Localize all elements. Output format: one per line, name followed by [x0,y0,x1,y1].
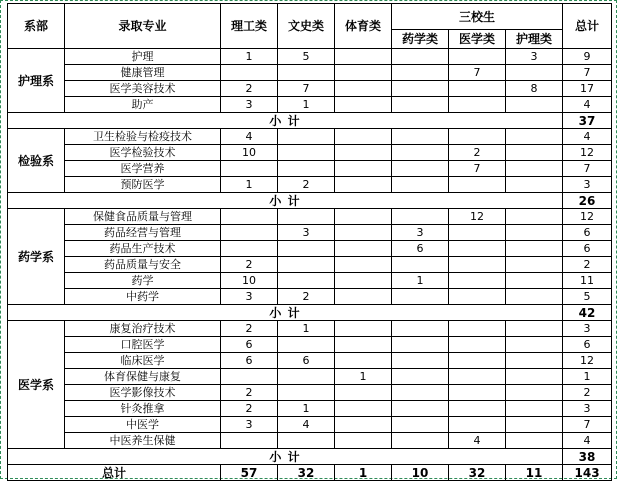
ligong-cell: 2 [221,81,278,97]
major-cell: 助产 [65,97,221,113]
tiyu-cell [335,209,392,225]
wenshi-cell: 7 [278,81,335,97]
major-cell: 药学 [65,273,221,289]
wenshi-cell [278,241,335,257]
major-cell: 药品生产技术 [65,241,221,257]
wenshi-cell: 2 [278,177,335,193]
table-row [8,273,612,289]
table-row [8,145,612,161]
header-wenshi: 文史类 [278,4,335,49]
huli-cell [506,273,563,289]
wenshi-cell [278,433,335,449]
huli-cell [506,433,563,449]
huli-cell [506,145,563,161]
table-row [8,257,612,273]
tiyu-cell: 1 [335,369,392,385]
yixue-cell [449,337,506,353]
yaoxue-cell [392,209,449,225]
tiyu-cell [335,177,392,193]
huli-cell [506,417,563,433]
yixue-cell [449,257,506,273]
ligong-cell [221,225,278,241]
header-major: 录取专业 [65,4,221,49]
yixue-cell [449,369,506,385]
header-row-1 [8,4,612,30]
table-row [8,97,612,113]
total-cell: 7 [563,65,612,81]
table-row [8,289,612,305]
major-cell: 康复治疗技术 [65,321,221,337]
grand-total-wenshi: 32 [278,465,335,481]
major-cell: 护理 [65,49,221,65]
huli-cell [506,401,563,417]
table-row [8,353,612,369]
ligong-cell [221,241,278,257]
header-ligong: 理工类 [221,4,278,49]
tiyu-cell [335,337,392,353]
total-cell: 3 [563,321,612,337]
wenshi-cell [278,209,335,225]
tiyu-cell [335,433,392,449]
grand-total-yaoxue: 10 [392,465,449,481]
table-row [8,321,612,337]
total-cell: 12 [563,145,612,161]
major-cell: 保健食品质量与管理 [65,209,221,225]
table-row [8,65,612,81]
total-cell: 7 [563,417,612,433]
yaoxue-cell [392,289,449,305]
wenshi-cell: 1 [278,321,335,337]
total-cell: 4 [563,433,612,449]
ligong-cell [221,161,278,177]
table-row [8,81,612,97]
grand-total-huli: 11 [506,465,563,481]
table-row [8,241,612,257]
yaoxue-cell: 1 [392,273,449,289]
yaoxue-cell: 6 [392,241,449,257]
major-cell: 药品经营与管理 [65,225,221,241]
total-cell: 2 [563,257,612,273]
table-row [8,49,612,65]
tiyu-cell [335,161,392,177]
grand-total-ligong: 57 [221,465,278,481]
wenshi-cell [278,129,335,145]
dept-name-cell: 医学系 [8,321,65,449]
yaoxue-cell [392,81,449,97]
huli-cell [506,385,563,401]
yaoxue-cell [392,145,449,161]
yixue-cell: 2 [449,145,506,161]
yaoxue-cell [392,369,449,385]
huli-cell: 8 [506,81,563,97]
yixue-cell [449,401,506,417]
tiyu-cell [335,353,392,369]
yixue-cell [449,353,506,369]
subtotal-label: 小 计 [8,113,563,129]
header-tiyu: 体育类 [335,4,392,49]
huli-cell [506,321,563,337]
yixue-cell [449,321,506,337]
huli-cell [506,369,563,385]
major-cell: 药品质量与安全 [65,257,221,273]
tiyu-cell [335,145,392,161]
yixue-cell [449,81,506,97]
ligong-cell: 2 [221,385,278,401]
huli-cell [506,65,563,81]
total-cell: 2 [563,385,612,401]
tiyu-cell [335,241,392,257]
subtotal-label: 小 计 [8,305,563,321]
yixue-cell [449,417,506,433]
major-cell: 医学影像技术 [65,385,221,401]
yaoxue-cell [392,385,449,401]
subtotal-row [8,113,612,129]
header-total: 总计 [563,4,612,49]
table-row [8,225,612,241]
subtotal-value: 26 [563,193,612,209]
total-cell: 12 [563,353,612,369]
yixue-cell [449,129,506,145]
yixue-cell: 4 [449,433,506,449]
yixue-cell [449,225,506,241]
ligong-cell [221,433,278,449]
total-cell: 4 [563,97,612,113]
grand-total-yixue: 32 [449,465,506,481]
yaoxue-cell [392,49,449,65]
yixue-cell [449,97,506,113]
yixue-cell [449,385,506,401]
header-sanxiao: 三校生 [392,4,563,30]
huli-cell [506,129,563,145]
yixue-cell [449,241,506,257]
dept-name-cell: 检验系 [8,129,65,193]
wenshi-cell [278,273,335,289]
subtotal-value: 37 [563,113,612,129]
huli-cell [506,209,563,225]
tiyu-cell [335,225,392,241]
total-cell: 9 [563,49,612,65]
wenshi-cell: 4 [278,417,335,433]
table-row [8,209,612,225]
huli-cell [506,257,563,273]
huli-cell [506,161,563,177]
total-cell: 4 [563,129,612,145]
huli-cell [506,241,563,257]
table-row [8,129,612,145]
huli-cell [506,177,563,193]
header-yixue: 医学类 [449,30,506,49]
ligong-cell [221,209,278,225]
total-cell: 6 [563,241,612,257]
yixue-cell [449,273,506,289]
major-cell: 预防医学 [65,177,221,193]
ligong-cell: 6 [221,353,278,369]
huli-cell: 3 [506,49,563,65]
tiyu-cell [335,273,392,289]
table-row [8,369,612,385]
total-cell: 1 [563,369,612,385]
table-row [8,401,612,417]
yaoxue-cell [392,337,449,353]
tiyu-cell [335,321,392,337]
wenshi-cell [278,257,335,273]
yixue-cell: 12 [449,209,506,225]
dept-name-cell: 药学系 [8,209,65,305]
subtotal-value: 42 [563,305,612,321]
ligong-cell [221,369,278,385]
yixue-cell: 7 [449,161,506,177]
wenshi-cell [278,337,335,353]
ligong-cell: 10 [221,273,278,289]
subtotal-label: 小 计 [8,449,563,465]
tiyu-cell [335,97,392,113]
yaoxue-cell [392,177,449,193]
yaoxue-cell [392,417,449,433]
ligong-cell: 6 [221,337,278,353]
ligong-cell: 3 [221,417,278,433]
wenshi-cell: 1 [278,97,335,113]
grand-total-value: 143 [563,465,612,481]
huli-cell [506,353,563,369]
total-cell: 5 [563,289,612,305]
subtotal-row [8,305,612,321]
grand-total-tiyu: 1 [335,465,392,481]
wenshi-cell [278,65,335,81]
header-yaoxue: 药学类 [392,30,449,49]
major-cell: 医学检验技术 [65,145,221,161]
yaoxue-cell [392,353,449,369]
total-cell: 11 [563,273,612,289]
total-cell: 6 [563,337,612,353]
major-cell: 中医学 [65,417,221,433]
yaoxue-cell [392,401,449,417]
major-cell: 中医养生保健 [65,433,221,449]
major-cell: 医学美容技术 [65,81,221,97]
wenshi-cell [278,369,335,385]
grand-total-row [8,465,612,481]
yixue-cell [449,177,506,193]
tiyu-cell [335,289,392,305]
subtotal-row [8,449,612,465]
enrollment-table [7,3,612,481]
subtotal-row [8,193,612,209]
total-cell: 12 [563,209,612,225]
ligong-cell: 1 [221,177,278,193]
yaoxue-cell [392,321,449,337]
major-cell: 健康管理 [65,65,221,81]
ligong-cell: 2 [221,321,278,337]
ligong-cell: 4 [221,129,278,145]
wenshi-cell [278,385,335,401]
table-row [8,417,612,433]
table-row [8,177,612,193]
wenshi-cell [278,145,335,161]
tiyu-cell [335,49,392,65]
tiyu-cell [335,81,392,97]
major-cell: 口腔医学 [65,337,221,353]
yaoxue-cell [392,257,449,273]
total-cell: 6 [563,225,612,241]
yaoxue-cell [392,161,449,177]
wenshi-cell: 3 [278,225,335,241]
wenshi-cell [278,161,335,177]
huli-cell [506,289,563,305]
major-cell: 医学营养 [65,161,221,177]
total-cell: 7 [563,161,612,177]
wenshi-cell: 5 [278,49,335,65]
ligong-cell: 3 [221,289,278,305]
major-cell: 中药学 [65,289,221,305]
ligong-cell [221,65,278,81]
yaoxue-cell [392,65,449,81]
wenshi-cell: 2 [278,289,335,305]
tiyu-cell [335,385,392,401]
yixue-cell [449,289,506,305]
ligong-cell: 1 [221,49,278,65]
ligong-cell: 2 [221,401,278,417]
tiyu-cell [335,257,392,273]
table-row [8,161,612,177]
ligong-cell: 10 [221,145,278,161]
subtotal-value: 38 [563,449,612,465]
tiyu-cell [335,65,392,81]
header-huli: 护理类 [506,30,563,49]
huli-cell [506,225,563,241]
ligong-cell: 2 [221,257,278,273]
yixue-cell [449,49,506,65]
tiyu-cell [335,417,392,433]
total-cell: 17 [563,81,612,97]
total-cell: 3 [563,177,612,193]
major-cell: 卫生检验与检疫技术 [65,129,221,145]
table-row [8,337,612,353]
huli-cell [506,97,563,113]
yaoxue-cell: 3 [392,225,449,241]
yixue-cell: 7 [449,65,506,81]
major-cell: 临床医学 [65,353,221,369]
major-cell: 体育保健与康复 [65,369,221,385]
tiyu-cell [335,129,392,145]
header-dept: 系部 [8,4,65,49]
dept-name-cell: 护理系 [8,49,65,113]
yaoxue-cell [392,97,449,113]
table-row [8,385,612,401]
subtotal-label: 小 计 [8,193,563,209]
wenshi-cell: 1 [278,401,335,417]
ligong-cell: 3 [221,97,278,113]
yaoxue-cell [392,433,449,449]
grand-total-label: 总计 [8,465,221,481]
table-row [8,433,612,449]
major-cell: 针灸推拿 [65,401,221,417]
total-cell: 3 [563,401,612,417]
huli-cell [506,337,563,353]
tiyu-cell [335,401,392,417]
yaoxue-cell [392,129,449,145]
wenshi-cell: 6 [278,353,335,369]
